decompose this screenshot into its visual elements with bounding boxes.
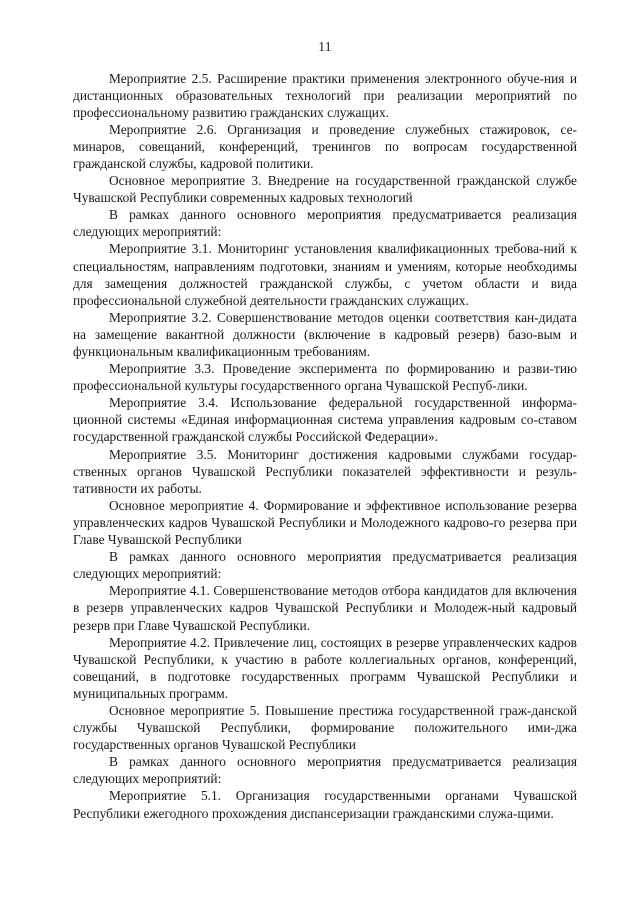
paragraph: Мероприятие 2.5. Расширение практики применения электронного обуче-ния и дистанционных образовательных технологий при реализации мероприятий по профессиональному развитию гражданских служащих. <box>73 70 577 120</box>
paragraph: Основное мероприятие 5. Повышение престижа государственной граж-данской службы Чувашской Республики, формирование положительного ими-джа государственных органов Чувашской Республики <box>73 702 577 753</box>
paragraph: Мероприятие 2.6. Организация и проведение служебных стажировок, се-минаров, совещаний, конференций, тренингов по вопросам государственной гражданской службы, кадровой политики. <box>73 121 577 171</box>
paragraph: В рамках данного основного мероприятия предусматривается реализация следующих мероприятий: <box>73 549 577 582</box>
paragraph: Мероприятие 3.2. Совершенствование методов оценки соответствия кан-дидата на замещение вакантной должности (включение в кадровый резерв) базо-вым и функциональным квалификационным требованиям. <box>73 309 577 359</box>
paragraph: Основное мероприятие 3. Внедрение на государственной гражданской службе Чувашской Республики современных кадровых технологий <box>73 173 577 206</box>
paragraph: Мероприятие 3.4. Использование федеральной государственной информа-ционной системы «Единая информационная система управления кадровым со-ставом государственной гражданской службы Российской Федерации». <box>73 395 577 445</box>
paragraph: Мероприятие 4.1. Совершенствование методов отбора кандидатов для включения в резерв управленческих кадров Чувашской Республики и Молодеж-ный кадровый резерв при Главе Чувашской Республики. <box>73 583 577 633</box>
paragraph: Мероприятие 3.1. Мониторинг установления квалификационных требова-ний к специальностям, направлениям подготовки, знаниям и умениям, которые необходимы для замещения должностей гражданской службы, с учетом области и вида профессиональной служебной деятельности гражданских служащих. <box>73 241 577 308</box>
paragraph: Мероприятие 3.3. Проведение эксперимента по формированию и разви-тию профессиональной культуры государственного органа Чувашской Респуб-лики. <box>73 361 577 394</box>
paragraph: В рамках данного основного мероприятия предусматривается реализация следующих мероприятий: <box>73 207 577 240</box>
paragraph: Мероприятие 3.5. Мониторинг достижения кадровыми службами государ-ственных органов Чувашской Республики показателей эффективности и резуль-тативности их работы. <box>73 446 577 496</box>
paragraph: Мероприятие 5.1. Организация государственными органами Чувашской Республики ежегодного прохождения диспансеризации гражданскими служа-щими. <box>73 788 577 821</box>
paragraph: Основное мероприятие 4. Формирование и эффективное использование резерва управленческих кадров Чувашской Республики и Молодежного кадрово-го резерва при Главе Чувашской Республики <box>73 497 577 548</box>
paragraph: В рамках данного основного мероприятия предусматривается реализация следующих мероприятий: <box>73 754 577 787</box>
document-body <box>73 70 577 822</box>
paragraph: Мероприятие 4.2. Привлечение лиц, состоящих в резерве управленческих кадров Чувашской Республики, к участию в работе коллегиальных органов, конференций, совещаний, в подготовке государственных программ Чувашской Республики и муниципальных программ. <box>73 634 577 701</box>
page-number: 11 <box>318 39 332 54</box>
